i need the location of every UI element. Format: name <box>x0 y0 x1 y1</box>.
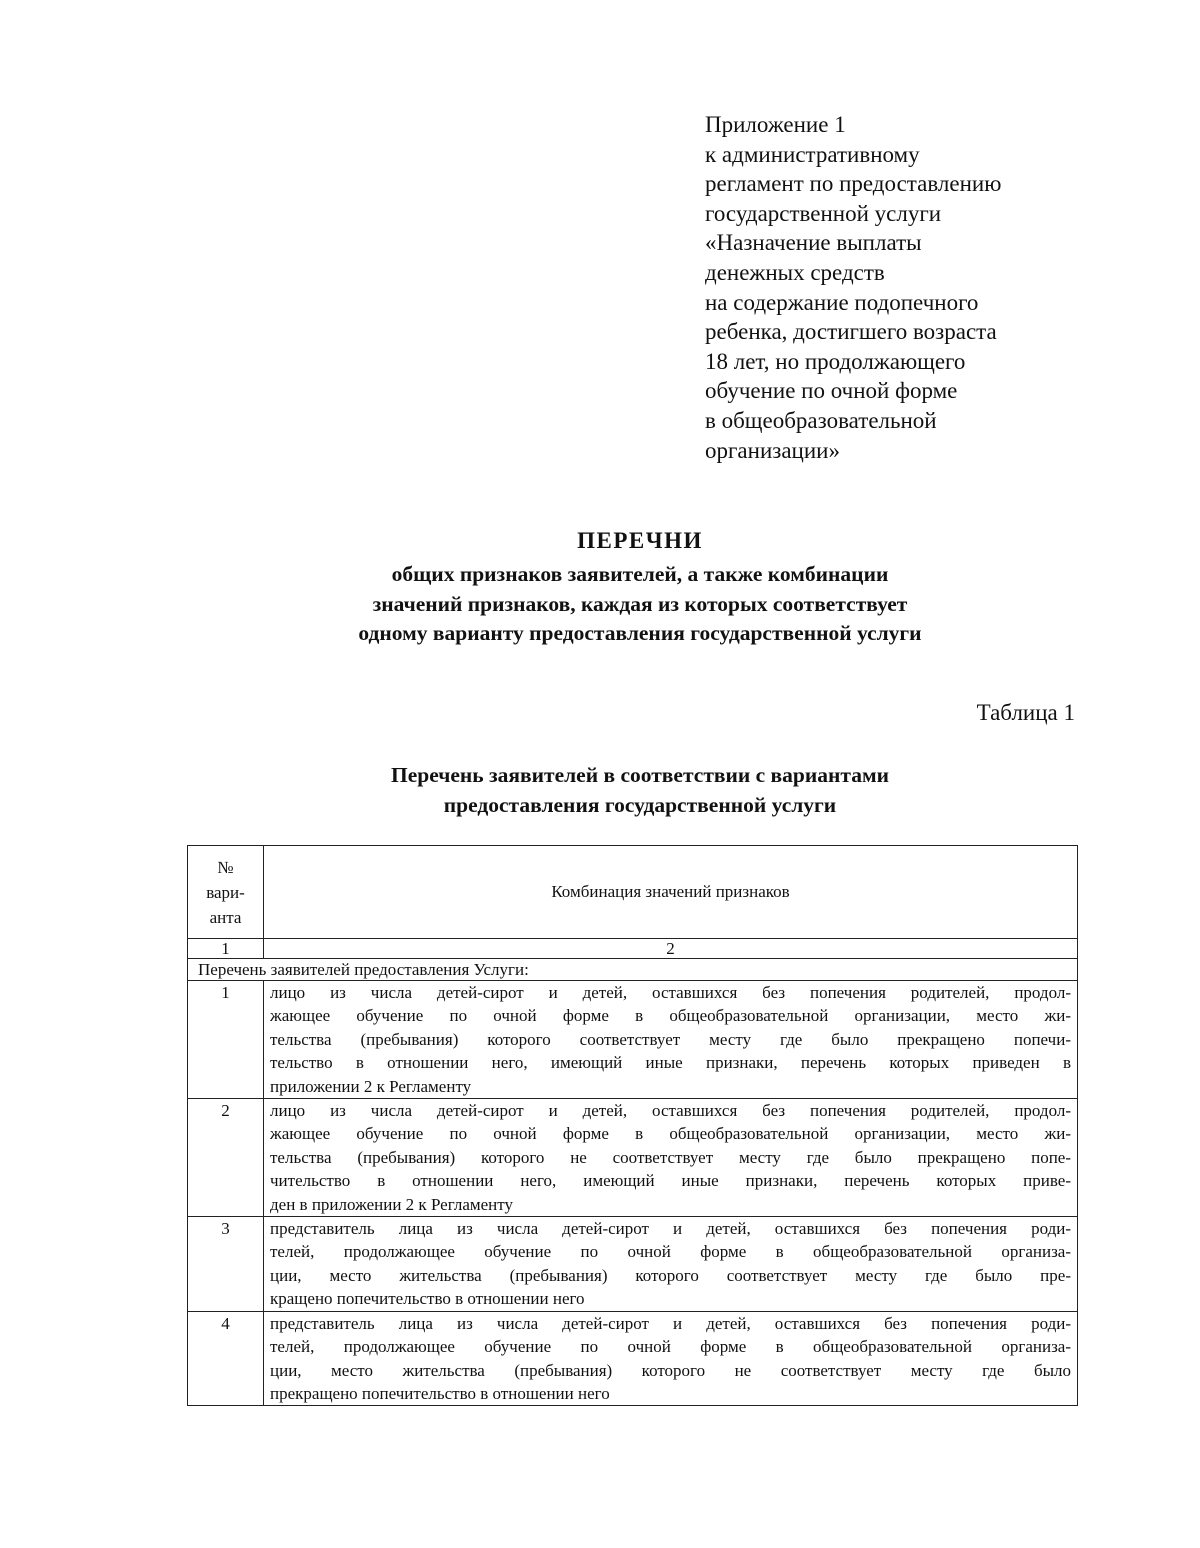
variant-description <box>264 1217 1078 1312</box>
appendix-line: денежных средств <box>705 259 885 285</box>
description-line: прекращено попечительство в отношении него <box>270 1383 610 1403</box>
description-line: лицо из числа детей-сирот и детей, оставшихся без попечения родителей, продол- <box>270 983 1071 1002</box>
description-line: жающее обучение по очной форме в общеобразовательной организации, место жи- <box>270 1006 1071 1026</box>
document-title: ПЕРЕЧНИ <box>577 528 703 553</box>
variant-description <box>264 981 1078 1099</box>
appendix-line: к административному <box>705 141 920 167</box>
subtitle-line: одному варианту предоставления государственной услуги <box>358 621 922 645</box>
table-row <box>188 1217 1078 1312</box>
table-title-line: предоставления государственной услуги <box>443 793 837 817</box>
header-combination: Комбинация значений признаков <box>264 846 1078 939</box>
section-label: Перечень заявителей предоставления Услуги: <box>188 959 1078 981</box>
table-row <box>188 1099 1078 1217</box>
appendix-line: на содержание подопечного <box>705 289 979 315</box>
appendix-line: 18 лет, но продолжающего <box>705 348 966 374</box>
variants-table <box>187 845 1078 1406</box>
appendix-block <box>705 110 1125 465</box>
section-row <box>188 959 1078 981</box>
column-number-2: 2 <box>264 939 1078 959</box>
description-line: ции, место жительства (пребывания) которого соответствует месту где было пре- <box>270 1265 1071 1285</box>
variant-description <box>264 1311 1078 1406</box>
table-row <box>188 1311 1078 1406</box>
appendix-line: «Назначение выплаты <box>705 230 922 256</box>
table-label: Таблица 1 <box>976 700 1075 725</box>
variant-description <box>264 1099 1078 1217</box>
header-variant-line: № <box>217 857 234 877</box>
description-line: тельства (пребывания) которого соответствует месту где было прекращено попечи- <box>270 1029 1071 1049</box>
table-title-line: Перечень заявителей в соответствии с вариантами <box>390 763 890 787</box>
description-line: тельства (пребывания) которого не соответствует месту где было прекращено попе- <box>270 1147 1071 1167</box>
appendix-line: обучение по очной форме <box>705 378 958 404</box>
document-subtitle <box>200 560 1080 649</box>
description-line: чительство в отношении него, имеющий иные признаки, перечень которых приве- <box>270 1171 1071 1191</box>
appendix-line: в общеобразовательной <box>705 407 937 433</box>
header-variant-line: вари- <box>206 882 245 902</box>
appendix-line: регламент по предоставлению <box>705 171 1002 197</box>
table-header-row <box>188 846 1078 939</box>
table-title <box>200 760 1080 820</box>
description-line: ден в приложении 2 к Регламенту <box>270 1194 513 1214</box>
appendix-line: государственной услуги <box>705 200 942 226</box>
variant-number: 3 <box>188 1217 264 1312</box>
subtitle-line: значений признаков, каждая из которых соответствует <box>372 591 908 616</box>
description-line: жающее обучение по очной форме в общеобразовательной организации, место жи- <box>270 1124 1071 1144</box>
description-line: приложении 2 к Регламенту <box>270 1076 472 1096</box>
appendix-line: организации» <box>705 437 840 463</box>
appendix-line: Приложение 1 <box>705 112 846 137</box>
description-line: представитель лица из числа детей-сирот и детей, оставшихся без попечения роди- <box>270 1219 1071 1239</box>
header-variant-line: анта <box>209 907 242 927</box>
subtitle-line: общих признаков заявителей, а также комбинации <box>391 562 889 586</box>
column-number-1: 1 <box>188 939 264 959</box>
description-line: тельство в отношении него, имеющий иные признаки, перечень которых приведен в <box>270 1053 1071 1073</box>
variant-number: 4 <box>188 1311 264 1406</box>
description-line: лицо из числа детей-сирот и детей, оставшихся без попечения родителей, продол- <box>270 1101 1071 1121</box>
column-numbers-row <box>188 939 1078 959</box>
description-line: телей, продолжающее обучение по очной форме в общеобразовательной организа- <box>270 1337 1071 1357</box>
description-line: представитель лица из числа детей-сирот и детей, оставшихся без попечения роди- <box>270 1313 1071 1333</box>
variant-number: 1 <box>188 981 264 1099</box>
appendix-line: ребенка, достигшего возраста <box>705 319 997 345</box>
description-line: ции, место жительства (пребывания) которого не соответствует месту где было <box>270 1360 1071 1380</box>
header-variant-number <box>188 846 264 939</box>
description-line: кращено попечительство в отношении него <box>270 1289 585 1309</box>
table-row <box>188 981 1078 1099</box>
description-line: телей, продолжающее обучение по очной форме в общеобразовательной организа- <box>270 1242 1071 1262</box>
variant-number: 2 <box>188 1099 264 1217</box>
